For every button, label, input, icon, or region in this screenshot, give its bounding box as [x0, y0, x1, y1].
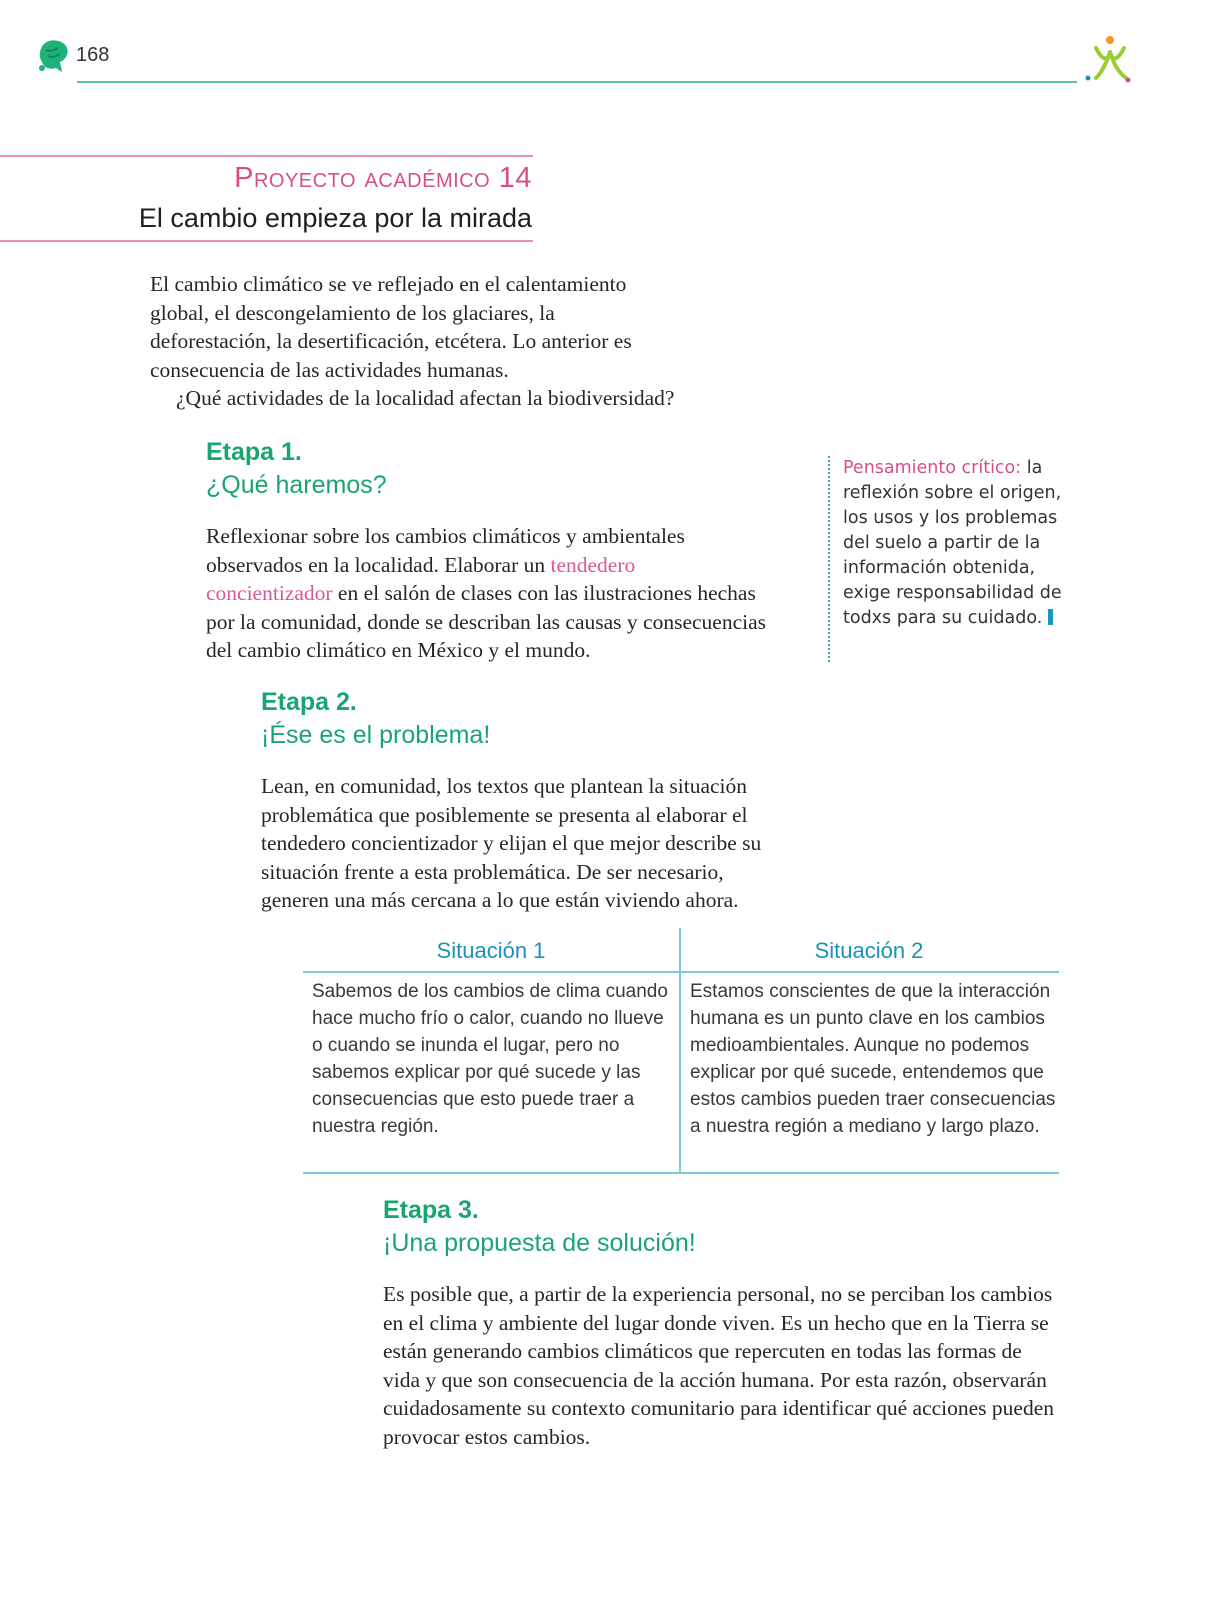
table-cell-situation-2: Estamos conscientes de que la interacción humana es un punto clave en los cambios medioambientales. Aunque no podemos explicar por qué sucede, entendemos que estos cambios pueden traer consecuencias a nuestra región a mediano y largo plazo.: [690, 981, 1056, 1137]
table-header-situation-2: Situación 2: [814, 938, 924, 963]
stage3-paragraph: Es posible que, a partir de la experiencia personal, no se perciban los cambios en el clima y ambiente del lugar donde viven. Es un hecho que en la Tierra se están generando cambios climáticos que repercuten en todas las formas de vida y que son consecuencia de la acción humana. Por esta razón, observarán cuidadosamente su contexto comunitario para identificar qué acciones pueden provocar estos cambios.: [383, 1282, 1055, 1449]
stage1-text-before: Reflexionar sobre los cambios climáticos y ambientales observados en la localidad. Elaborar un: [206, 524, 685, 577]
stage2-paragraph: Lean, en comunidad, los textos que plantean la situación problemática que posiblemente se presenta al elaborar el tendedero concientizador y elijan el que mejor describe su situación frente a esta problemática. De ser necesario, generen una más cercana a lo que están viviendo ahora.: [261, 774, 762, 912]
stage3-subheading: ¡Una propuesta de solución!: [383, 1229, 696, 1257]
title-rule-top: [0, 155, 533, 157]
stage1-header: [206, 436, 387, 502]
page-number: 168: [76, 44, 110, 66]
intro-question: ¿Qué actividades de la localidad afectan la biodiversidad?: [176, 386, 675, 410]
table-bottom-rule: [303, 1172, 1059, 1174]
table-cell-situation-1: Sabemos de los cambios de clima cuando hace mucho frío o calor, cuando no llueve o cuando se inunda el lugar, pero no sabemos explicar por qué sucede y las consecuencias que esto puede traer a nuestra región.: [312, 981, 668, 1137]
stage2-heading: Etapa 2.: [261, 688, 357, 716]
table-header-situation-1: Situación 1: [436, 938, 546, 963]
critical-thinking-note: [828, 456, 1073, 662]
stage3-heading: Etapa 3.: [383, 1196, 479, 1224]
stage2-subheading: ¡Ése es el problema!: [261, 721, 491, 749]
stage1-paragraph: [206, 522, 766, 665]
intro-block: [150, 270, 678, 413]
sidebar-text: la reflexión sobre el origen, los usos y los problemas del suelo a partir de la información obtenida, exige responsabilidad de todxs para su cuidado.: [843, 458, 1062, 628]
situations-table: [303, 928, 1059, 1174]
stage1-highlight-term: tendedero concientizador: [206, 552, 636, 605]
header-rule: [77, 81, 1077, 83]
stage1-subheading: ¿Qué haremos?: [206, 471, 387, 499]
project-title: El cambio empieza por la mirada: [138, 203, 532, 233]
person-figure-logo-icon: [1084, 34, 1132, 84]
green-leaf-icon: [36, 38, 70, 76]
table-header-rule: [303, 971, 1059, 973]
stage3-header: [383, 1194, 696, 1260]
stage2-header: [261, 686, 490, 752]
table-column-divider: [679, 928, 681, 1174]
stage1-text-after: en el salón de clases con las ilustraciones hechas por la comunidad, donde se describan las causas y consecuencias del cambio climático en México y el mundo.: [206, 581, 766, 662]
stage1-heading: Etapa 1.: [206, 438, 302, 466]
title-rule-bottom: [0, 240, 533, 242]
project-label: Proyecto académico 14: [234, 162, 532, 194]
sidebar-term: Pensamiento crítico:: [843, 458, 1022, 478]
end-mark-icon: [1048, 609, 1053, 625]
intro-paragraph: El cambio climático se ve reflejado en el calentamiento global, el descongelamiento de los glaciares, la deforestación, la desertificación, etcétera. Lo anterior es consecuencia de las actividades humanas.: [150, 272, 632, 382]
